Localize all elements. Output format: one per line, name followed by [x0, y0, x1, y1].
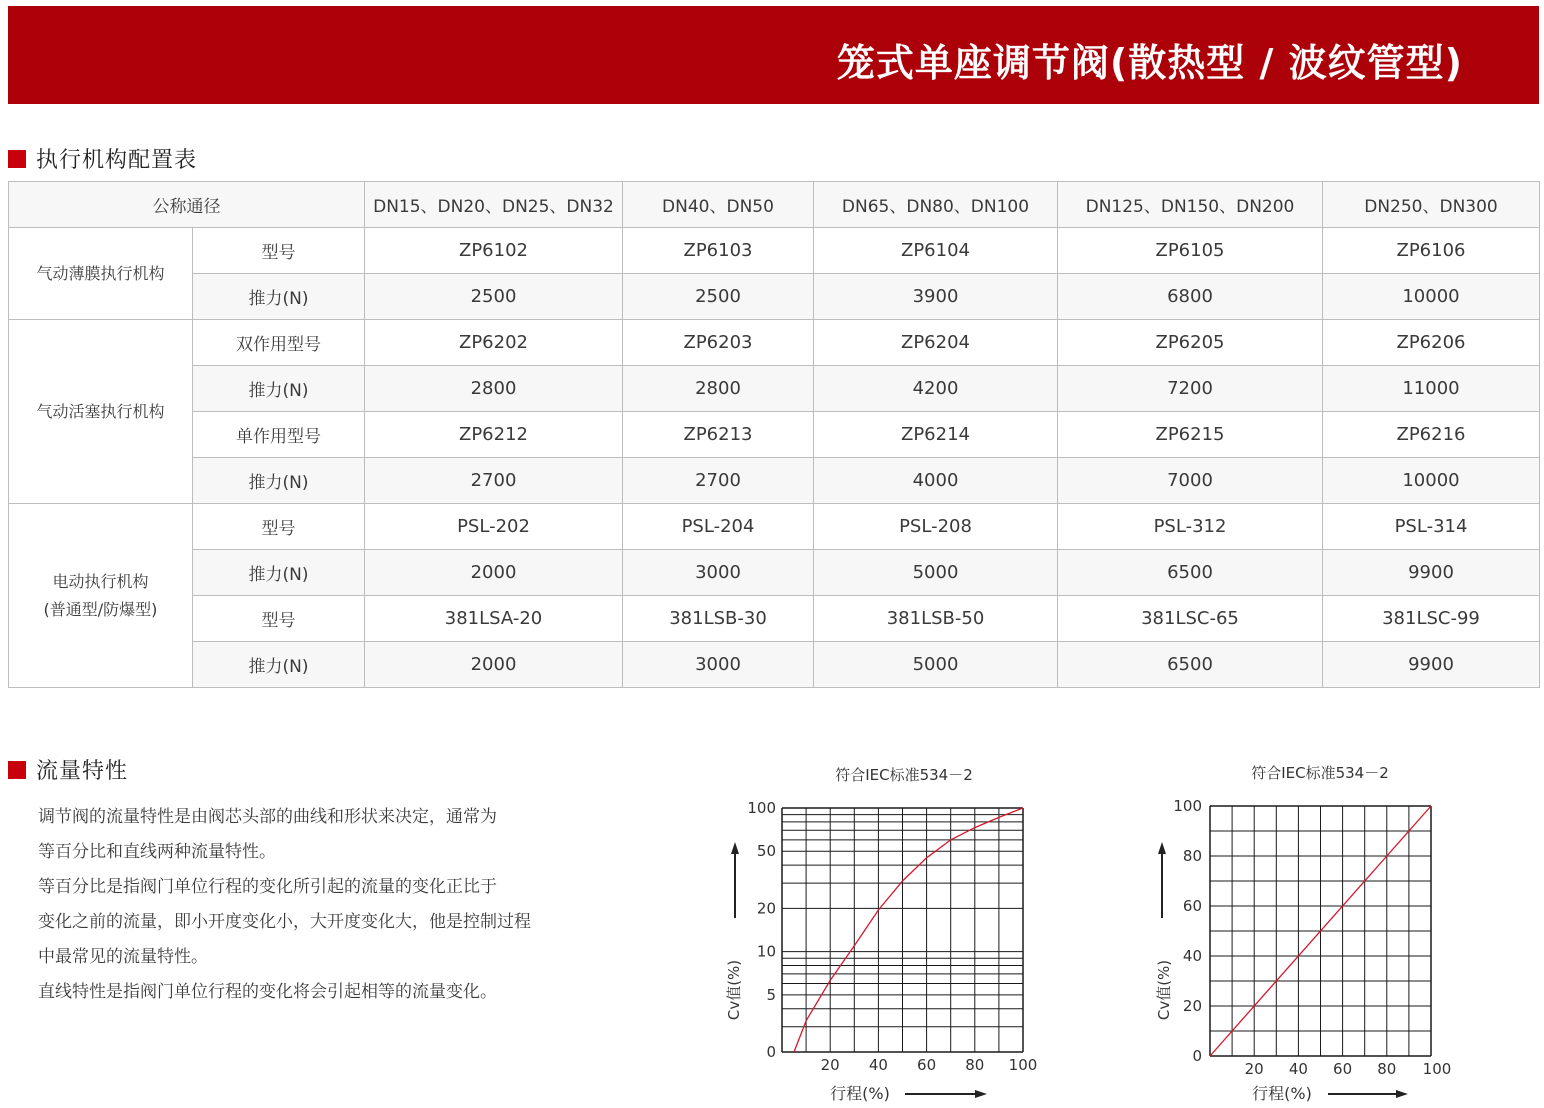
table-cell: PSL-204 — [623, 504, 814, 550]
table-cell: 11000 — [1323, 366, 1540, 412]
flow-paragraph-line: 等百分比和直线两种流量特性。 — [38, 842, 276, 862]
group-label — [9, 320, 193, 504]
table-cell: ZP6212 — [365, 412, 623, 458]
x-tick-label: 60 — [1333, 1060, 1353, 1078]
y-tick-label: 50 — [756, 842, 776, 861]
flow-paragraph-line: 变化之前的流量，即小开度变化小，大开度变化大，他是控制过程 — [38, 912, 531, 932]
table-cell: 2800 — [623, 366, 814, 412]
flow-section-heading — [8, 754, 128, 785]
x-tick-label: 40 — [868, 1056, 888, 1074]
table-row — [9, 504, 1540, 550]
actuator-section-heading — [8, 143, 197, 174]
y-tick-labels — [747, 799, 776, 1061]
table-cell: ZP6216 — [1323, 412, 1540, 458]
x-tick-label: 40 — [1288, 1060, 1308, 1078]
actuator-section-title: 执行机构配置表 — [36, 148, 198, 173]
table-cell: 4200 — [814, 366, 1058, 412]
table-cell: 2000 — [365, 550, 623, 596]
table-cell: 6800 — [1058, 274, 1323, 320]
y-tick-labels — [1173, 797, 1202, 1065]
y-tick-label: 40 — [1182, 947, 1202, 965]
table-row — [9, 366, 1540, 412]
flow-description — [38, 800, 598, 1010]
page-title: 笼式单座调节阀(散热型 / 波纹管型) — [836, 41, 1463, 85]
y-tick-label: 80 — [1182, 847, 1202, 865]
y-tick-label: 20 — [1182, 997, 1202, 1015]
table-cell: ZP6214 — [814, 412, 1058, 458]
x-tick-labels — [1245, 1060, 1452, 1078]
table-cell: 381LSC-65 — [1058, 596, 1323, 642]
row-label: 型号 — [193, 228, 365, 274]
linear-chart-svg — [1140, 760, 1480, 1104]
group-label-line: 气动活塞执行机构 — [36, 401, 165, 421]
group-label-line: 气动薄膜执行机构 — [36, 263, 165, 283]
group-label-line: (普通型/防爆型) — [43, 599, 158, 619]
table-row — [9, 320, 1540, 366]
y-axis-label: Cv值(%) — [725, 959, 743, 1021]
table-cell: ZP6204 — [814, 320, 1058, 366]
column-header: DN65、DN80、DN100 — [814, 182, 1058, 228]
chart-grid — [782, 808, 1023, 1052]
row-label: 推力(N) — [193, 642, 365, 688]
table-row — [9, 274, 1540, 320]
table-cell: ZP6106 — [1323, 228, 1540, 274]
row-label: 推力(N) — [193, 274, 365, 320]
column-header: DN40、DN50 — [623, 182, 814, 228]
table-row — [9, 550, 1540, 596]
group-label — [9, 504, 193, 688]
header-banner — [8, 6, 1539, 104]
flow-paragraph-line: 等百分比是指阀门单位行程的变化所引起的流量的变化正比于 — [38, 877, 497, 897]
x-tick-label: 60 — [917, 1056, 937, 1074]
table-cell: ZP6104 — [814, 228, 1058, 274]
table-cell: 5000 — [814, 550, 1058, 596]
column-header: DN250、DN300 — [1323, 182, 1540, 228]
table-row — [9, 642, 1540, 688]
table-cell: ZP6203 — [623, 320, 814, 366]
table-cell: ZP6202 — [365, 320, 623, 366]
table-cell: PSL-314 — [1323, 504, 1540, 550]
table-cell: 381LSB-30 — [623, 596, 814, 642]
table-cell: 2700 — [623, 458, 814, 504]
chart-title: 符合IEC标准534－2 — [835, 766, 973, 784]
table-row — [9, 458, 1540, 504]
table-cell: 381LSA-20 — [365, 596, 623, 642]
row-label: 型号 — [193, 596, 365, 642]
table-cell: 7200 — [1058, 366, 1323, 412]
table-cell: 7000 — [1058, 458, 1323, 504]
table-header-row — [9, 182, 1540, 228]
x-tick-label: 100 — [1422, 1060, 1452, 1078]
group-label-line: 电动执行机构 — [52, 571, 149, 591]
table-cell: 3000 — [623, 642, 814, 688]
table-cell: 9900 — [1323, 550, 1540, 596]
group-label — [9, 228, 193, 320]
table-cell: ZP6205 — [1058, 320, 1323, 366]
table-cell: 2800 — [365, 366, 623, 412]
table-cell: ZP6102 — [365, 228, 623, 274]
table-cell: 10000 — [1323, 274, 1540, 320]
table-cell: 3900 — [814, 274, 1058, 320]
table-row — [9, 228, 1540, 274]
table-cell: 5000 — [814, 642, 1058, 688]
table-cell: ZP6215 — [1058, 412, 1323, 458]
table-cell: ZP6105 — [1058, 228, 1323, 274]
y-axis-arrow-head-icon — [731, 842, 739, 854]
y-tick-label: 60 — [1182, 897, 1202, 915]
table-cell: ZP6103 — [623, 228, 814, 274]
x-tick-labels — [821, 1056, 1038, 1074]
table-cell: ZP6206 — [1323, 320, 1540, 366]
section-marker-icon — [8, 150, 26, 168]
row-label: 推力(N) — [193, 366, 365, 412]
equal-percentage-chart-svg — [715, 760, 1055, 1104]
section-marker-icon — [8, 761, 26, 779]
chart-title: 符合IEC标准534－2 — [1251, 764, 1389, 782]
x-axis-label: 行程(%) — [1252, 1084, 1312, 1103]
linear-chart — [1140, 760, 1480, 1104]
table-cell: 2500 — [623, 274, 814, 320]
table-cell: 2700 — [365, 458, 623, 504]
table-cell: PSL-312 — [1058, 504, 1323, 550]
y-axis-label: Cv值(%) — [1155, 959, 1173, 1021]
table-cell: 4000 — [814, 458, 1058, 504]
table-cell: 9900 — [1323, 642, 1540, 688]
column-header: DN125、DN150、DN200 — [1058, 182, 1323, 228]
y-tick-label: 20 — [756, 899, 776, 918]
table-row — [9, 412, 1540, 458]
row-label: 双作用型号 — [193, 320, 365, 366]
table-cell: 10000 — [1323, 458, 1540, 504]
table-cell: PSL-202 — [365, 504, 623, 550]
x-tick-label: 100 — [1008, 1056, 1038, 1074]
row-label: 型号 — [193, 504, 365, 550]
flow-paragraph-line: 调节阀的流量特性是由阀芯头部的曲线和形状来决定，通常为 — [38, 807, 497, 827]
x-axis-arrow-head-icon — [975, 1090, 987, 1098]
x-tick-label: 20 — [1244, 1060, 1264, 1078]
header-corner: 公称通径 — [9, 182, 365, 228]
table-cell: 2500 — [365, 274, 623, 320]
column-header: DN15、DN20、DN25、DN32 — [365, 182, 623, 228]
table-cell: ZP6213 — [623, 412, 814, 458]
actuator-config-table — [8, 181, 1540, 688]
table-row — [9, 596, 1540, 642]
flow-paragraph-line: 直线特性是指阀门单位行程的变化将会引起相等的流量变化。 — [38, 982, 497, 1002]
table-cell: 381LSB-50 — [814, 596, 1058, 642]
row-label: 推力(N) — [193, 550, 365, 596]
table-cell: 6500 — [1058, 550, 1323, 596]
equal-percentage-curve — [794, 808, 1023, 1052]
equal-percentage-chart — [715, 760, 1055, 1104]
y-tick-label: 100 — [747, 799, 776, 817]
flow-paragraph-line: 中最常见的流量特性。 — [38, 947, 208, 967]
table-cell: 2000 — [365, 642, 623, 688]
table-cell: PSL-208 — [814, 504, 1058, 550]
y-tick-label: 100 — [1173, 797, 1202, 815]
y-tick-label: 10 — [756, 942, 776, 961]
x-axis-arrow-head-icon — [1396, 1090, 1408, 1098]
row-label: 推力(N) — [193, 458, 365, 504]
y-tick-label: 0 — [766, 1043, 776, 1061]
x-tick-label: 20 — [820, 1056, 840, 1074]
row-label: 单作用型号 — [193, 412, 365, 458]
y-tick-label: 0 — [1192, 1047, 1202, 1065]
y-tick-label: 5 — [766, 985, 776, 1004]
x-axis-label: 行程(%) — [830, 1084, 890, 1103]
x-tick-label: 80 — [1377, 1060, 1397, 1078]
flow-section-title: 流量特性 — [36, 759, 129, 784]
table-cell: 3000 — [623, 550, 814, 596]
table-cell: 381LSC-99 — [1323, 596, 1540, 642]
y-axis-arrow-head-icon — [1158, 842, 1166, 854]
x-tick-label: 80 — [965, 1056, 985, 1074]
table-cell: 6500 — [1058, 642, 1323, 688]
